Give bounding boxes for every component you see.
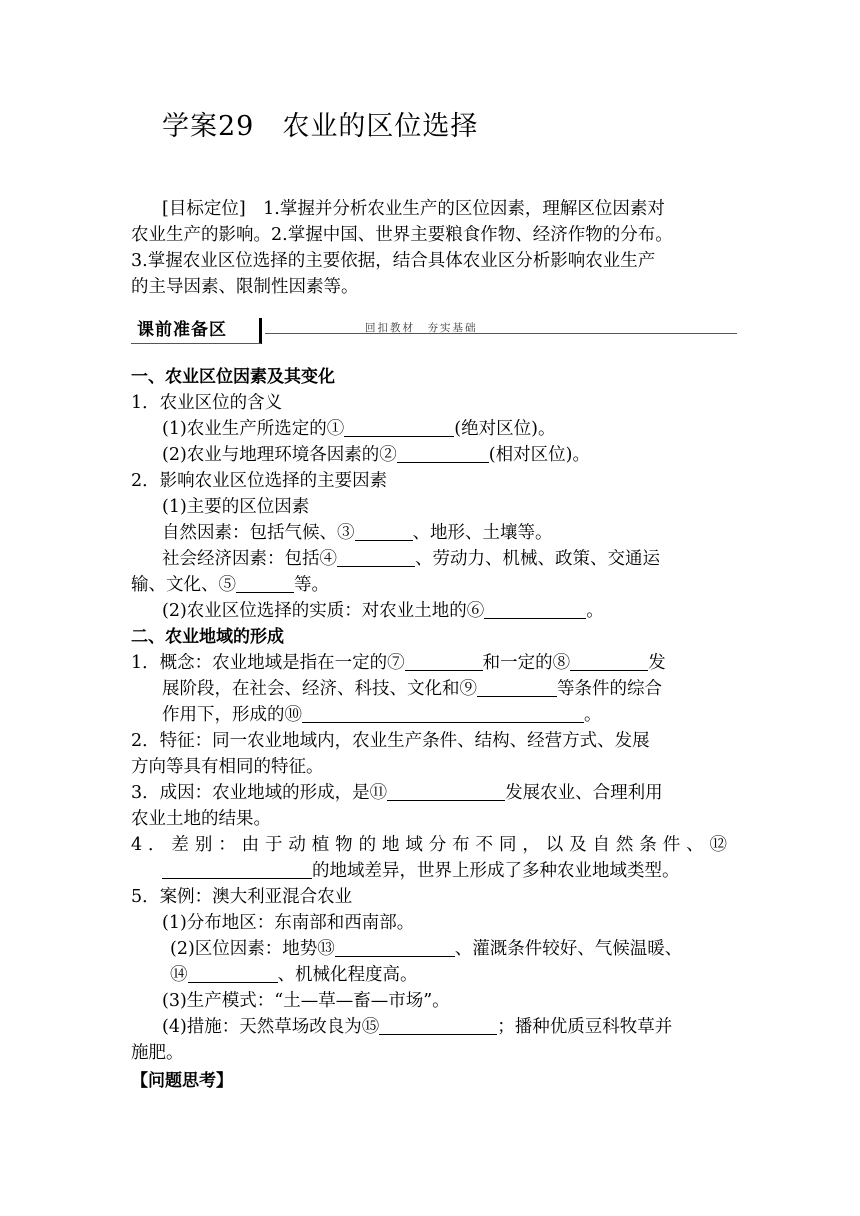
example-3: (3)生产模式：“土—草—畜—市场”。 (162, 991, 450, 1011)
section-1-heading: 一、农业区位因素及其变化 (131, 367, 335, 387)
item-2-2: (2)农业区位选择的实质：对农业土地的⑥ 。 (162, 601, 604, 621)
blank-11[interactable] (387, 782, 505, 801)
social-factors-cont: 输、文化、⑤ 等。 (131, 575, 329, 595)
item-1: 1．农业区位的含义 (131, 393, 283, 413)
natural-factors: 自然因素：包括气候、③ 、地形、土壤等。 (162, 523, 553, 543)
blank-1[interactable] (344, 418, 454, 437)
banner-underline (131, 343, 261, 344)
example-title: 5．案例：澳大利亚混合农业 (131, 887, 353, 907)
example-4-cont: 施肥。 (131, 1043, 184, 1063)
banner-rule (265, 333, 737, 334)
objective-line-4: 的主导因素、限制性因素等。 (131, 277, 359, 297)
cause-line-2: 农业土地的结果。 (131, 809, 271, 829)
blank-4[interactable] (337, 548, 415, 567)
thinking-heading: 【问题思考】 (131, 1071, 233, 1091)
blank-15[interactable] (379, 1016, 497, 1035)
example-2: (2)区位因素：地势⑬ 、灌溉条件较好、气候温暖、 (170, 939, 683, 959)
concept-line-2: 展阶段，在社会、经济、科技、文化和⑨ 等条件的综合 (162, 679, 662, 699)
banner-subtitle: 回扣教材 夯实基础 (365, 322, 478, 334)
section-banner (131, 318, 737, 344)
blank-10[interactable] (302, 704, 584, 723)
blank-5[interactable] (236, 574, 294, 593)
difference-line-1: 4．差别：由于动植物的地域分布不同，以及自然条件、⑫ (131, 835, 727, 855)
concept-line-1: 1．概念：农业地域是指在一定的⑦ 和一定的⑧ 发 (131, 653, 666, 673)
objective-line-1: [目标定位] 1.掌握并分析农业生产的区位因素，理解区位因素对 (162, 199, 665, 219)
example-1: (1)分布地区：东南部和西南部。 (162, 913, 415, 933)
example-4: (4)措施：天然草场改良为⑮ ；播种优质豆科牧草并 (162, 1017, 673, 1037)
cause-line-1: 3．成因：农业地域的形成，是⑪ 发展农业、合理利用 (131, 783, 663, 803)
blank-9[interactable] (477, 678, 557, 697)
item-2: 2．影响农业区位选择的主要因素 (131, 471, 388, 491)
feature-line-2: 方向等具有相同的特征。 (131, 757, 324, 777)
blank-13[interactable] (335, 938, 455, 957)
difference-line-2: 的地域差异，世界上形成了多种农业地域类型。 (162, 858, 680, 884)
objective-line-2: 农业生产的影响。2.掌握中国、世界主要粮食作物、经济作物的分布。 (131, 225, 673, 245)
blank-7[interactable] (405, 652, 483, 671)
blank-14[interactable] (188, 964, 278, 983)
banner-tag: 课前准备区 (137, 320, 227, 340)
item-1-2: (2)农业与地理环境各因素的② (相对区位)。 (162, 445, 590, 465)
social-factors: 社会经济因素：包括④ 、劳动力、机械、政策、交通运 (162, 549, 660, 569)
blank-3[interactable] (355, 522, 413, 541)
blank-8[interactable] (570, 652, 648, 671)
concept-line-3: 作用下，形成的⑩ 。 (162, 705, 602, 725)
objective-line-3: 3.掌握农业区位选择的主要依据，结合具体农业区分析影响农业生产 (131, 251, 656, 271)
blank-12[interactable] (162, 860, 312, 879)
item-2-1: (1)主要的区位因素 (162, 497, 310, 517)
blank-6[interactable] (484, 600, 586, 619)
item-1-1: (1)农业生产所选定的① (绝对区位)。 (162, 419, 556, 439)
blank-2[interactable] (397, 444, 489, 463)
feature-line-1: 2．特征：同一农业地域内，农业生产条件、结构、经营方式、发展 (131, 731, 650, 751)
section-2-heading: 二、农业地域的形成 (131, 627, 284, 647)
example-2-cont: ⑭ 、机械化程度高。 (170, 965, 418, 985)
banner-bar (259, 318, 262, 344)
page-title: 学案29 农业的区位选择 (162, 111, 479, 142)
